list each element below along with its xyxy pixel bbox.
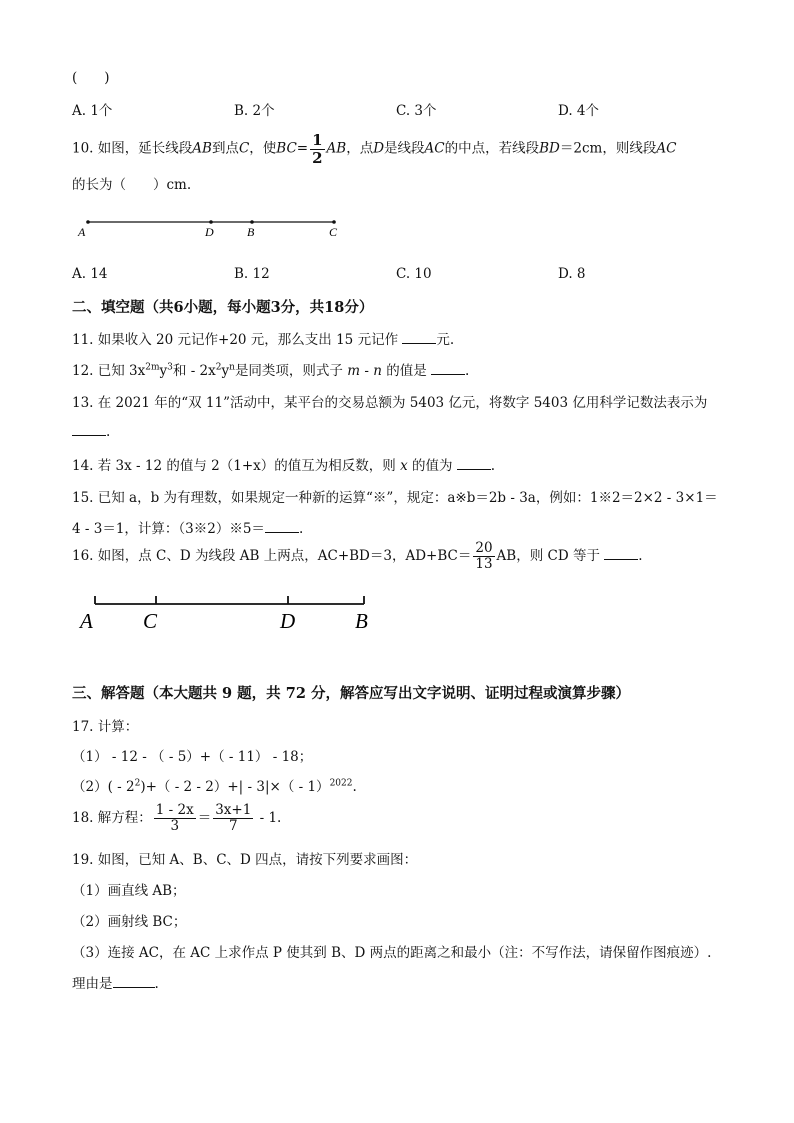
q9-paren: ( ): [72, 70, 110, 86]
q9-option-a: A. 1个: [72, 103, 113, 119]
q19-blank: [113, 975, 155, 988]
q19-part2: （2）画射线 BC；: [72, 914, 187, 930]
section3-title: 三、解答题（本大题共 9 题，共 72 分，解答应写出文字说明、证明过程或演算步骤）: [72, 685, 630, 702]
q9-option-b: B. 2个: [234, 103, 275, 119]
q18: 18. 解方程： $\frac{1 - 2x}{3}$ ＝ $\frac{3x+1}{7}$ - 1.: [72, 802, 282, 834]
q13-blank: [72, 423, 106, 436]
q15-line1: 15. 已知 a，b 为有理数，如果规定一种新的运算“※”，规定：a※b＝2b - 3a，例如：1※2＝2×2 - 3×1＝: [72, 490, 718, 506]
q10-option-a: A. 14: [72, 266, 108, 282]
q18-fraction-right: $\frac{3x+1}{7}$: [215, 802, 252, 834]
q14: 14. 若 3x - 12 的值与 2（1+x）的值互为相反数，则 x 的值为 .: [72, 458, 496, 474]
q9-option-d: D. 4个: [558, 103, 600, 119]
q16-label-c: C: [143, 609, 158, 633]
q19-part1: （1）画直线 AB；: [72, 883, 186, 899]
q16-figure: [78, 596, 368, 633]
q16-label-a: A: [80, 609, 93, 633]
q10-label-a: A: [78, 225, 86, 239]
q10-point-b: [250, 220, 254, 224]
q16-label-d: D: [280, 609, 296, 633]
q10-label-b: B: [247, 225, 255, 239]
q11-blank: [402, 331, 436, 344]
q15-blank: [265, 520, 299, 533]
q19-part3: （3）连接 AC，在 AC 上求作点 P 使其到 B、D 两点的距离之和最小（注：不写作法，请保留作图痕迹）.: [72, 945, 712, 961]
q17-part2: $(2)( - 2^2)+( - 2 - 2)+| - 3|\times( - 1)^{2022}$.: [72, 778, 357, 795]
q17-title: 17. 计算：: [72, 719, 139, 735]
q11: 11. 如果收入 20 元记作+20 元，那么支出 15 元记作 元.: [72, 332, 455, 348]
q12-blank: [431, 362, 465, 375]
q16-blank: [604, 547, 638, 560]
q10-label-d: D: [205, 225, 214, 239]
q16-fraction: $\frac{20}{13}$: [475, 540, 493, 572]
q12: 12. 已知 $3x^{2m}y^3$和 - $2x^2y^n$是同类项，则式子 m - n 的值是 .: [72, 362, 470, 379]
q10-option-b: B. 12: [234, 266, 270, 282]
q18-fraction-left: $\frac{1 - 2x}{3}$: [155, 802, 194, 834]
q17-part1: （1） - 12 - （ - 5）+（ - 11） - 18；: [72, 749, 313, 765]
q13-line2: .: [72, 423, 110, 440]
q10-line1: 10. 如图，延长线段AB到点C，使BC= $\frac{1}{2}$ AB，点D是线段AC的中点，若线段BD＝2cm，则线段AC: [72, 131, 677, 167]
q10-point-a: [86, 220, 90, 224]
q10-fraction: $\frac{1}{2}$: [312, 131, 323, 167]
q10-option-d: D. 8: [558, 266, 586, 282]
q16: 16. 如图，点 C、D 为线段 AB 上两点，AC+BD＝3，AD+BC＝ $\frac{20}{13}$ AB，则 CD 等于 .: [72, 540, 643, 572]
q19-line1: 19. 如图，已知 A、B、C、D 四点，请按下列要求画图：: [72, 852, 418, 868]
q15-line2: 4 - 3＝1，计算：（3※2）※5＝ .: [72, 521, 304, 537]
section2-title: 二、填空题（共6小题，每小题3分，共18分）: [72, 299, 374, 316]
q13-line1: 13. 在 2021 年的“双 11”活动中，某平台的交易总额为 5403 亿元，将数字 5403 亿用科学记数法表示为: [72, 395, 708, 411]
q14-blank: [457, 457, 491, 470]
q9-option-c: C. 3个: [396, 103, 437, 119]
q19-part4: 理由是 .: [72, 976, 159, 992]
q10-label-c: C: [329, 225, 338, 239]
q10-option-c: C. 10: [396, 266, 432, 282]
q10-line2: 的长为（ ）cm.: [72, 177, 192, 193]
q10-point-d: [209, 220, 213, 224]
q16-label-b: B: [355, 609, 368, 633]
q10-point-c: [332, 220, 336, 224]
q10-figure: [77, 220, 338, 239]
